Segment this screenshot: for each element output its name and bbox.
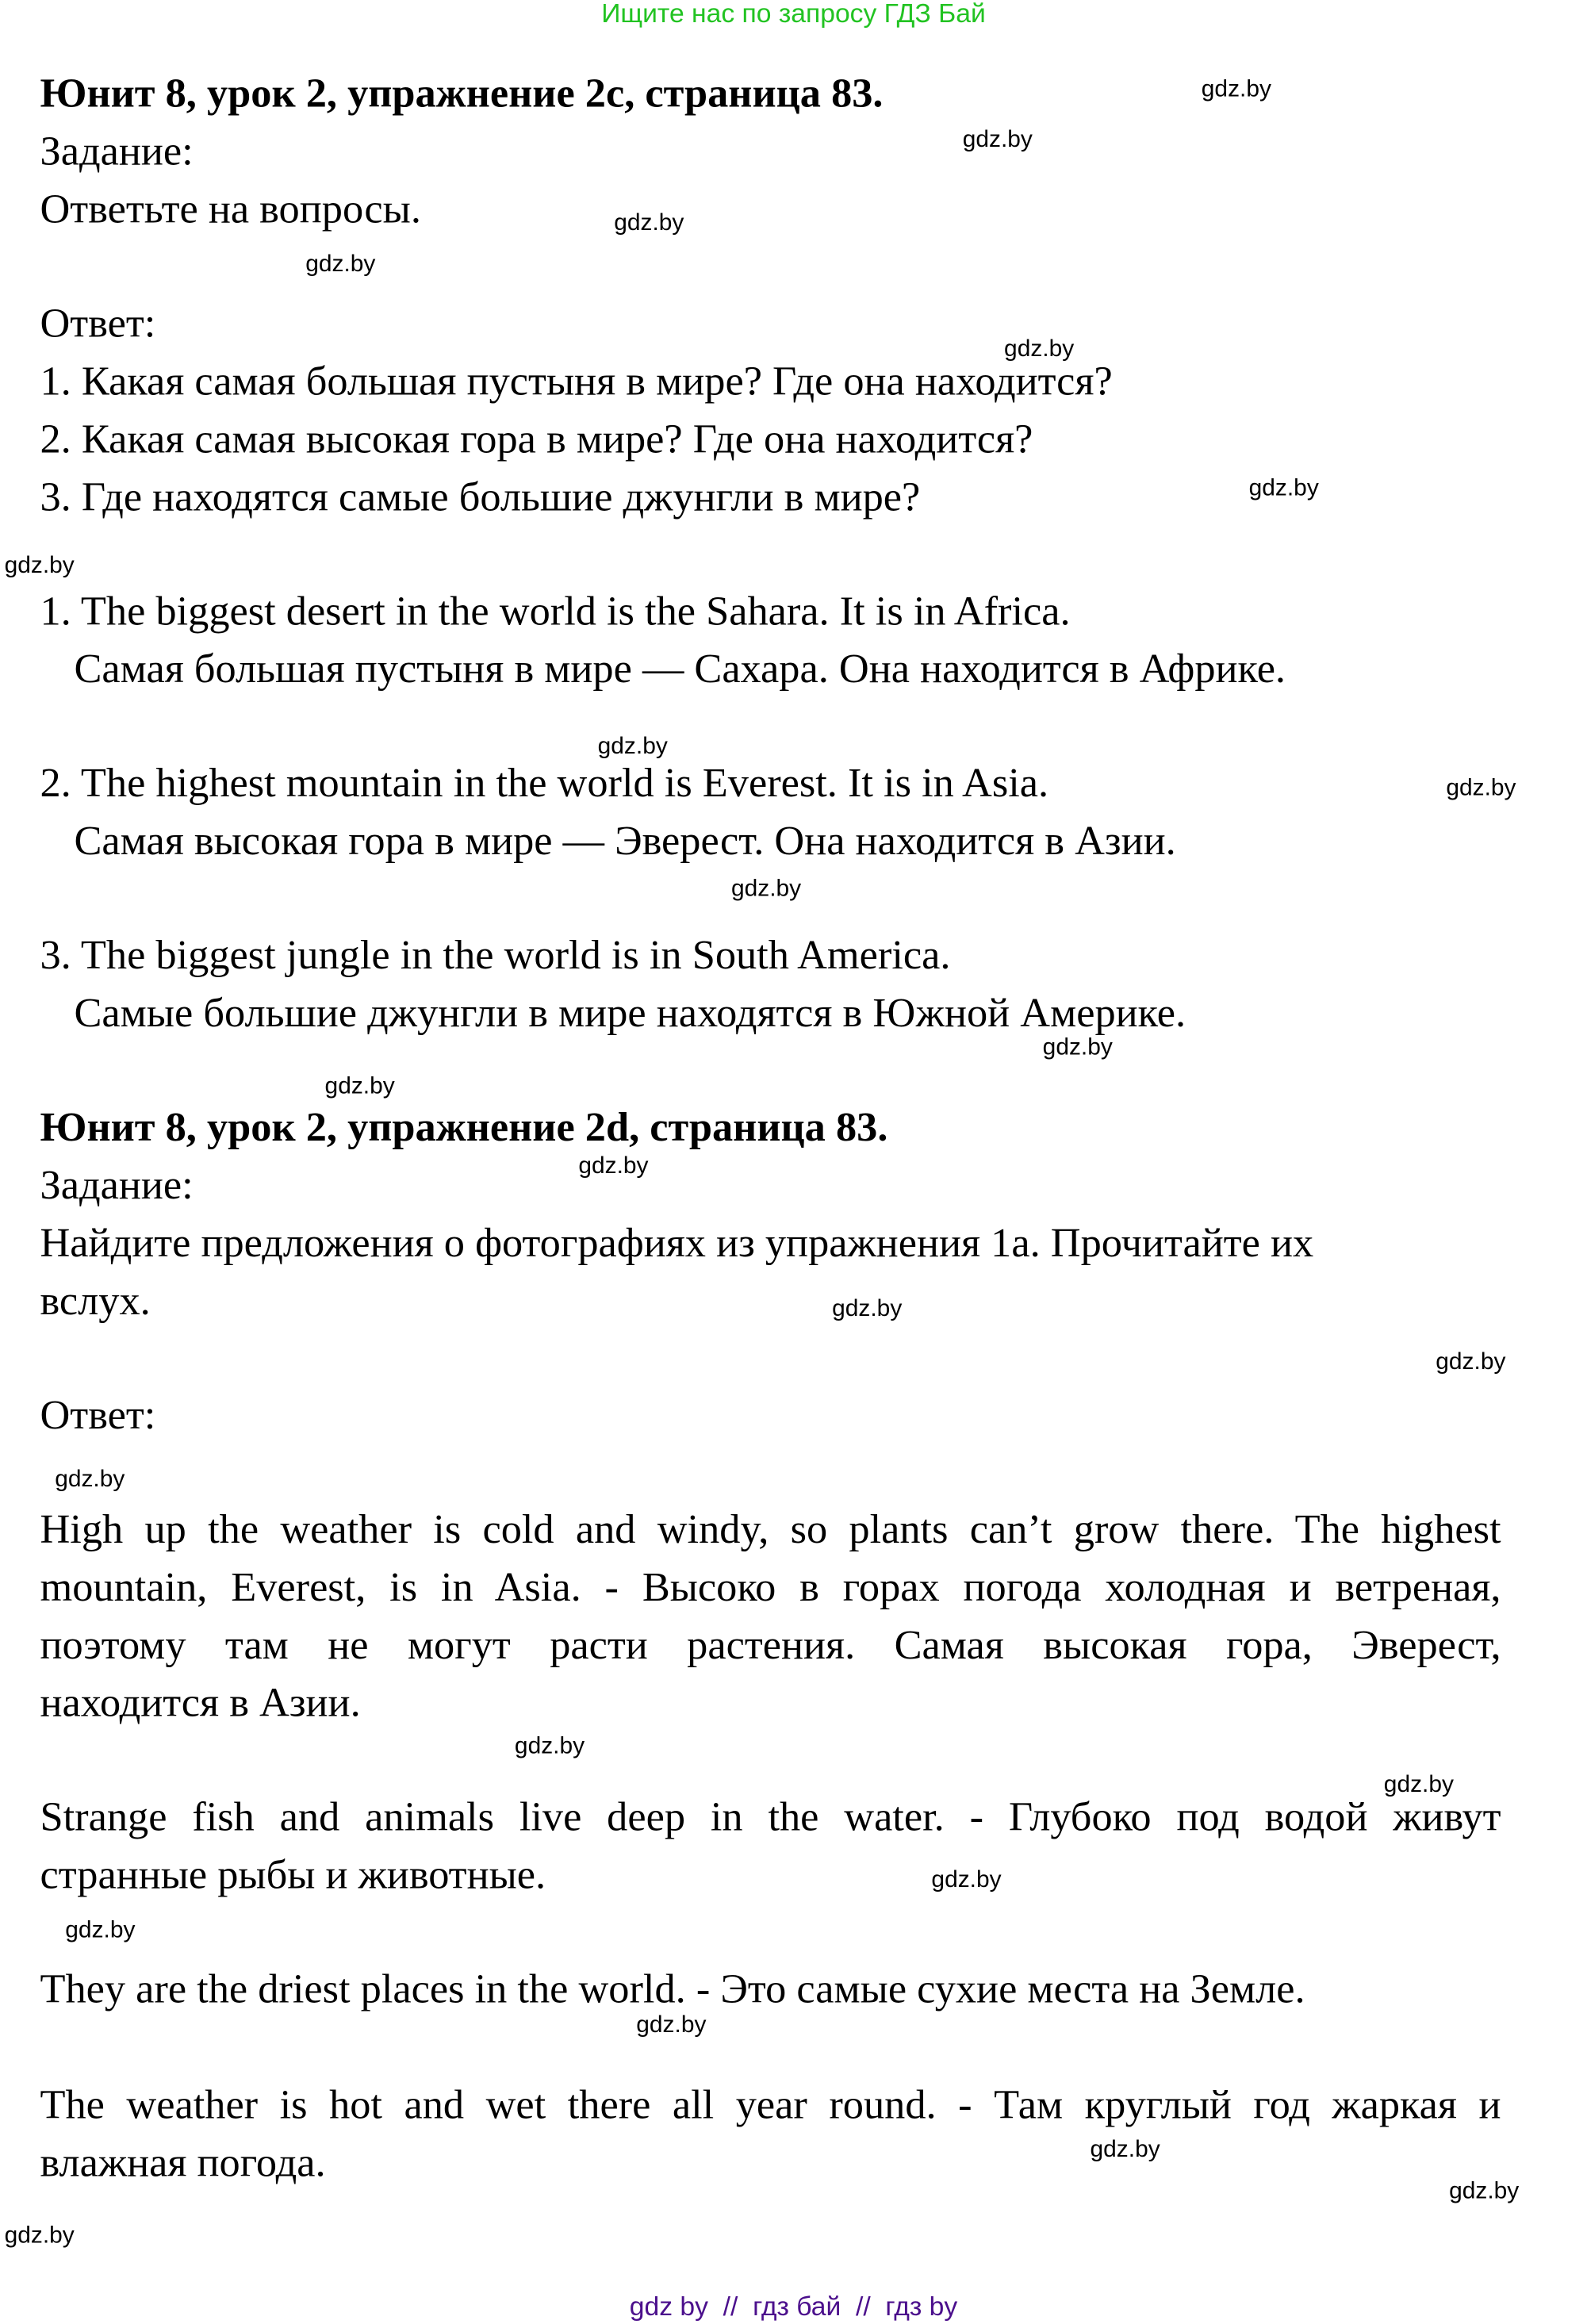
answer-label: Ответ: (40, 301, 156, 347)
answer-line: поэтому там не могут расти растения. Самая высокая гора, Эверест, (40, 1622, 1501, 1669)
answer-en: 2. The highest mountain in the world is Everest. It is in Asia. (40, 761, 1049, 807)
answer-ru: Самая высокая гора в мире — Эверест. Она находится в Азии. (74, 819, 1176, 865)
answer-label: Ответ: (40, 1393, 156, 1439)
watermark: gdz.by (1201, 77, 1271, 103)
answer-line: находится в Азии. (40, 1680, 361, 1727)
footer-links[interactable]: gdz by // гдз бай // гдз by (629, 2291, 958, 2322)
watermark: gdz.by (614, 210, 684, 236)
watermark: gdz.by (4, 553, 75, 579)
watermark: gdz.by (1449, 2179, 1520, 2204)
task-text: Ответьте на вопросы. (40, 186, 421, 233)
watermark: gdz.by (305, 251, 376, 278)
task-label: Задание: (40, 128, 194, 175)
watermark: gdz.by (1042, 1035, 1113, 1061)
watermark: gdz.by (636, 2012, 707, 2038)
answer-en: 1. The biggest desert in the world is the Sahara. It is in Africa. (40, 589, 1071, 635)
watermark: gdz.by (1004, 336, 1075, 362)
search-banner[interactable]: Ищите нас по запросу ГДЗ Бай (601, 0, 986, 29)
question: 3. Где находятся самые большие джунгли в мире? (40, 474, 921, 521)
question: 2. Какая самая высокая гора в мире? Где она находится? (40, 416, 1033, 463)
task-label: Задание: (40, 1163, 194, 1210)
watermark: gdz.by (4, 2223, 75, 2249)
section-title: Юнит 8, урок 2, упражнение 2c, страница 83. (40, 71, 884, 117)
answer-line: High up the weather is cold and windy, so plants can’t grow there. The highest (40, 1507, 1501, 1553)
watermark: gdz.by (578, 1153, 649, 1179)
watermark: gdz.by (324, 1073, 395, 1099)
section-title: Юнит 8, урок 2, упражнение 2d, страница 83. (40, 1105, 888, 1152)
watermark: gdz.by (1436, 1349, 1506, 1375)
watermark: gdz.by (597, 734, 668, 760)
task-text: Найдите предложения о фотографиях из упражнения 1а. Прочитайте их (40, 1221, 1314, 1267)
watermark: gdz.by (730, 876, 802, 903)
answer-line: странные рыбы и животные. (40, 1852, 546, 1899)
answer-en: 3. The biggest jungle in the world is in South America. (40, 933, 951, 980)
question: 1. Какая самая большая пустыня в мире? Где она находится? (40, 359, 1113, 405)
answer-line: Strange fish and animals live deep in the water. - Глубоко под водой живут (40, 1794, 1501, 1841)
watermark: gdz.by (1446, 776, 1516, 801)
task-text: вслух. (40, 1279, 151, 1325)
answer-ru: Самая большая пустыня в мире — Сахара. Она находится в Африке. (74, 646, 1286, 693)
watermark: gdz.by (832, 1296, 903, 1322)
answer-line: mountain, Everest, is in Asia. - Высоко в горах погода холодная и ветреная, (40, 1564, 1501, 1611)
watermark: gdz.by (65, 1918, 136, 1943)
watermark: gdz.by (1090, 2137, 1160, 2163)
answer-ru: Самые большие джунгли в мире находятся в Южной Америке. (74, 991, 1186, 1037)
watermark: gdz.by (931, 1867, 1002, 1893)
watermark: gdz.by (55, 1467, 125, 1493)
answer-line: They are the driest places in the world. - Это самые сухие места на Земле. (40, 1966, 1305, 2013)
watermark: gdz.by (962, 127, 1033, 153)
answer-line: The weather is hot and wet there all year round. - Там круглый год жаркая и (40, 2082, 1501, 2129)
watermark: gdz.by (1248, 476, 1319, 502)
answer-line: влажная погода. (40, 2140, 326, 2187)
watermark: gdz.by (514, 1734, 585, 1759)
watermark: gdz.by (1383, 1772, 1454, 1798)
